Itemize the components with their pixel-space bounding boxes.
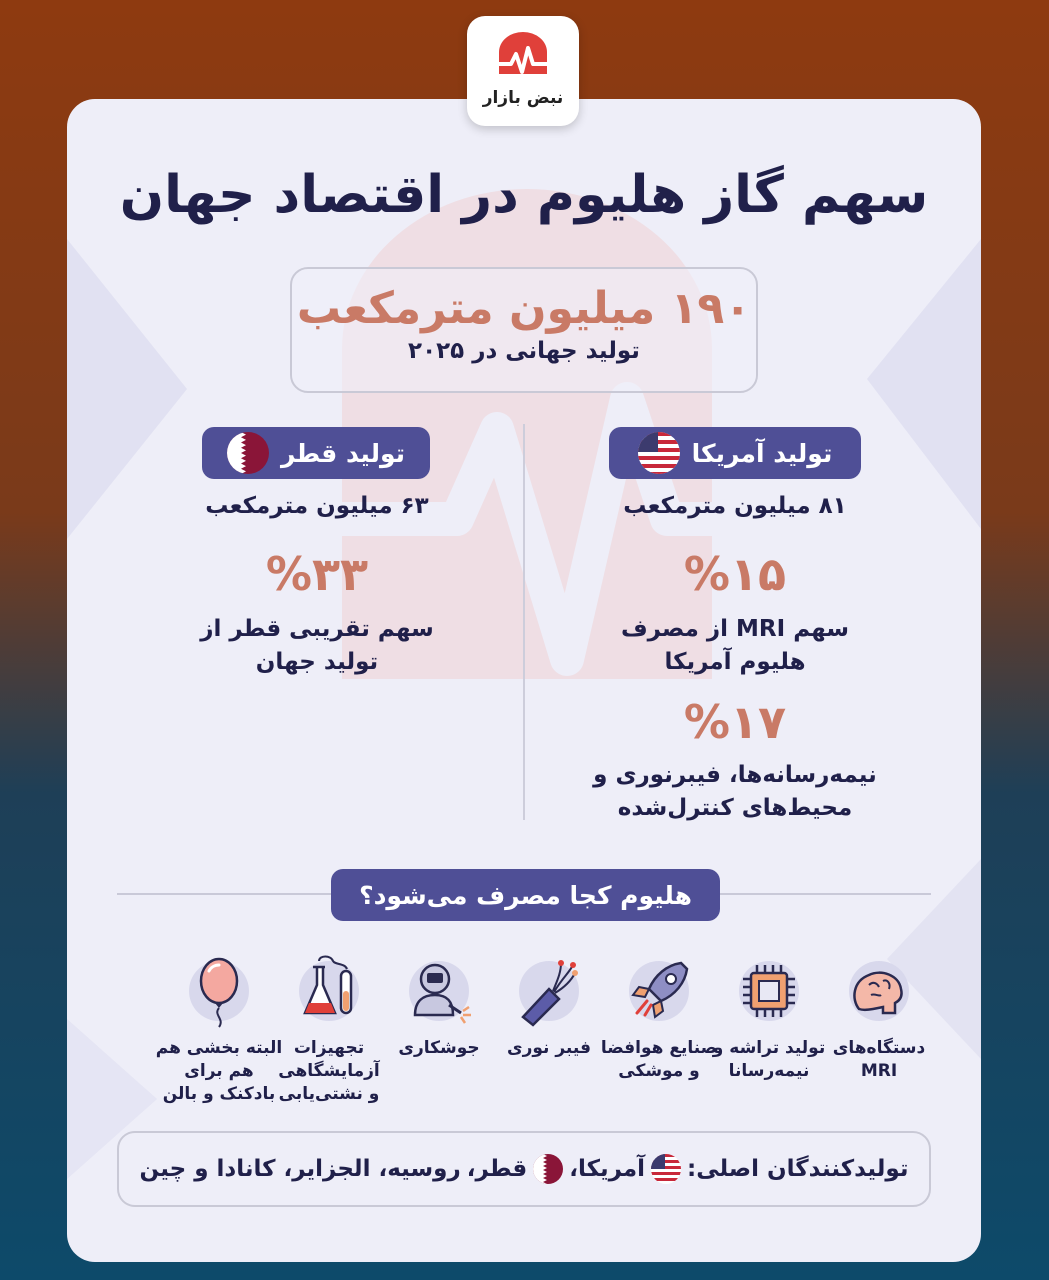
lab-flask-icon (289, 951, 369, 1031)
qatar-share-percent: %۳۳ (265, 547, 369, 601)
qatar-flag-small-icon (533, 1154, 563, 1184)
usa-mri-percent: %۱۵ (683, 547, 787, 601)
usa-flag-small-icon (651, 1154, 681, 1184)
qatar-flag-icon (227, 432, 269, 474)
producer-usa: آمریکا، (569, 1156, 646, 1182)
usa-semiconductor-percent: %۱۷ (683, 695, 787, 749)
qatar-desc-line2: تولید جهان (255, 649, 379, 675)
usa-mri-description (585, 613, 885, 679)
usa-production-pill (609, 427, 861, 479)
qatar-production-label: تولید قطر (280, 438, 406, 468)
usa-production-value: ۸۱ میلیون مترمکعب (623, 493, 847, 519)
balloon-icon (179, 951, 259, 1031)
column-divider (523, 424, 525, 820)
usa-flag-icon (638, 432, 680, 474)
usa-semi-desc-line2: محیط‌های کنترل‌شده (617, 795, 853, 821)
chip-icon (729, 951, 809, 1031)
use-item-balloon (149, 951, 289, 1106)
global-production-box (290, 267, 758, 393)
main-producers-box (117, 1131, 931, 1207)
use-label-chip: تولید تراشه و نیمه‌رسانا (712, 1038, 826, 1081)
rocket-icon (619, 951, 699, 1031)
brain-icon (839, 951, 919, 1031)
usa-semiconductor-description (567, 759, 903, 825)
welder-icon (399, 951, 479, 1031)
logo-text: نبض بازار (482, 88, 564, 108)
use-label-fiber: فیبر نوری (507, 1038, 591, 1058)
usa-semi-desc-line1: نیمه‌رسانه‌ها، فیبرنوری و (593, 762, 877, 788)
use-label-aerospace: صنایع هوافضا و موشکی (600, 1038, 718, 1081)
usa-mri-desc-line1: سهم MRI از مصرف (620, 616, 850, 642)
brand-logo-badge (467, 16, 579, 126)
fiber-optic-icon (509, 951, 589, 1031)
producers-prefix: تولیدکنندگان اصلی: (687, 1156, 909, 1182)
qatar-desc-line1: سهم تقریبی قطر از (200, 616, 434, 642)
usa-production-label: تولید آمریکا (691, 438, 833, 468)
qatar-production-value: ۶۳ میلیون مترمکعب (205, 493, 429, 519)
qatar-production-pill (202, 427, 430, 479)
global-production-label: تولید جهانی در ۲۰۲۵ (408, 338, 640, 364)
page-title: سهم گاز هلیوم در اقتصاد جهان (119, 165, 929, 225)
use-label-lab: تجهیزات آزمایشگاهی و نشتی‌یابی (278, 1038, 380, 1104)
uses-section-title: هلیوم کجا مصرف می‌شود؟ (331, 869, 720, 921)
use-label-balloon: البته بخشی هم هم برای بادکنک و بالن (155, 1038, 283, 1104)
producer-qatar: قطر، (466, 1156, 528, 1182)
pulse-logo-icon (495, 30, 551, 80)
use-label-mri: دستگاه‌های MRI (832, 1038, 926, 1081)
usa-mri-desc-line2: هلیوم آمریکا (664, 649, 806, 675)
producers-rest: روسیه، الجزایر، کانادا و چین (139, 1156, 461, 1182)
use-label-welding: جوشکاری (398, 1038, 480, 1058)
global-production-value: ۱۹۰ میلیون مترمکعب (296, 283, 752, 334)
qatar-share-description (167, 613, 467, 679)
infographic-card (67, 99, 981, 1262)
